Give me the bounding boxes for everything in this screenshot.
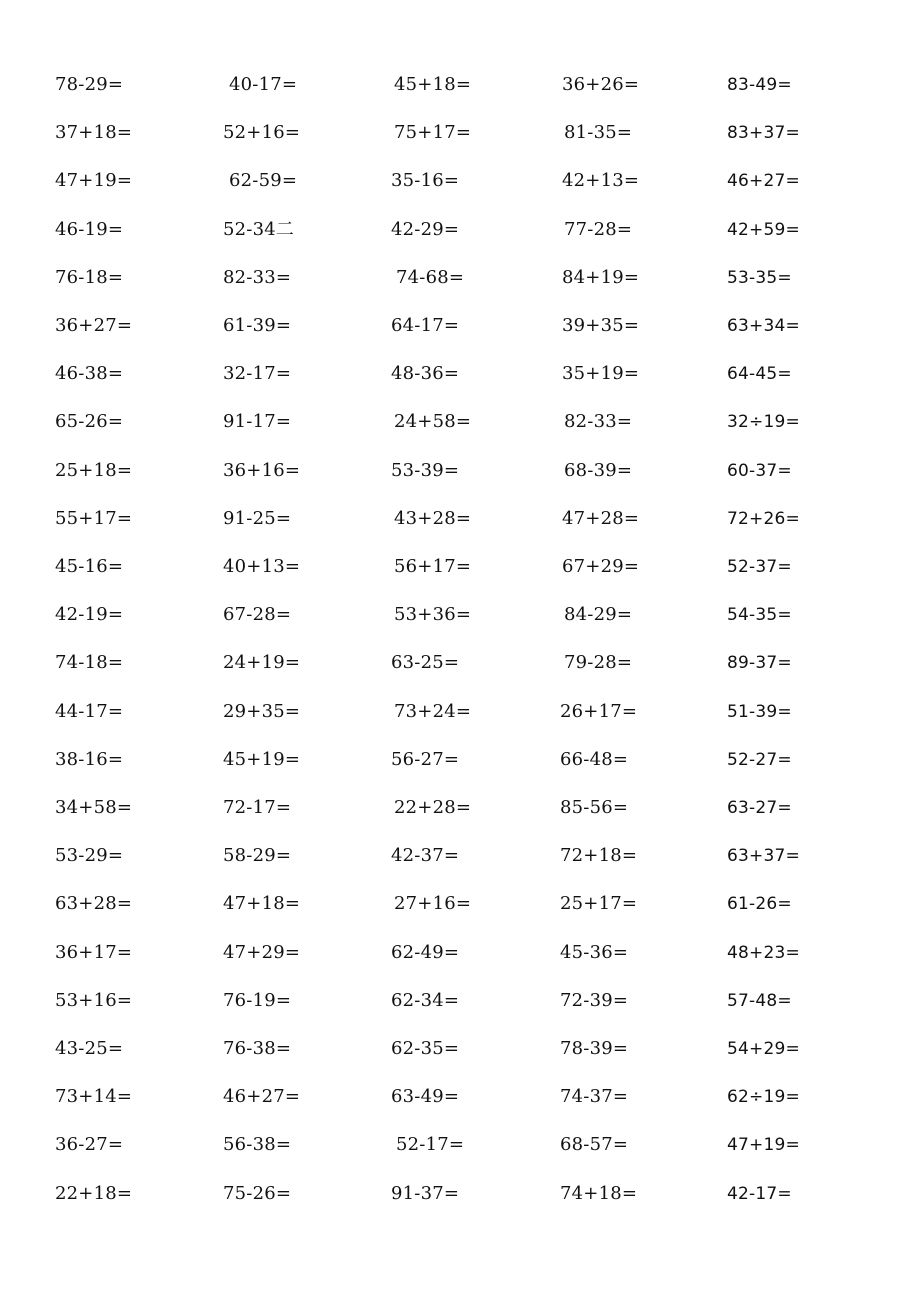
problem-cell: 45-16= <box>55 556 124 577</box>
problem-cell: 78-29= <box>55 74 124 95</box>
problem-cell: 45+19= <box>223 748 301 770</box>
problem-cell: 54-35= <box>727 605 792 626</box>
problem-cell: 40-17= <box>229 74 298 95</box>
problem-row <box>0 889 920 919</box>
problem-cell: 36-27= <box>55 1134 124 1156</box>
problem-cell: 42-37= <box>391 845 460 867</box>
problem-cell: 26+17= <box>560 700 638 722</box>
problem-cell: 53-29= <box>55 845 124 867</box>
problem-row <box>0 1034 920 1064</box>
problem-cell: 74-68= <box>396 266 465 288</box>
problem-cell: 34+58= <box>55 797 133 818</box>
problem-row <box>0 504 920 534</box>
problem-cell: 56-38= <box>223 1134 292 1156</box>
problem-cell: 52-37= <box>727 557 792 577</box>
problem-cell: 62-49= <box>391 941 460 963</box>
problem-row <box>0 118 920 148</box>
problem-cell: 52+16= <box>223 122 301 144</box>
problem-cell: 75-26= <box>223 1182 292 1204</box>
problem-cell: 46-38= <box>55 363 124 385</box>
problem-cell: 43+28= <box>394 507 472 529</box>
problem-cell: 44-17= <box>55 700 124 722</box>
problem-cell: 35+19= <box>562 363 640 385</box>
problem-cell: 74+18= <box>560 1182 638 1204</box>
problem-cell: 54+29= <box>727 1039 800 1059</box>
problem-cell: 91-17= <box>223 411 292 433</box>
problem-cell: 82-33= <box>564 411 633 433</box>
problem-row <box>0 1082 920 1112</box>
problem-row <box>0 986 920 1016</box>
problem-cell: 53-39= <box>391 459 460 481</box>
problem-cell: 55+17= <box>55 507 133 529</box>
problem-row <box>0 841 920 871</box>
problem-cell: 56-27= <box>391 748 460 770</box>
problem-cell: 72+18= <box>560 845 638 867</box>
problem-cell: 45-36= <box>560 941 629 963</box>
problem-cell: 63+28= <box>55 893 133 915</box>
problem-cell: 53-35= <box>727 267 792 288</box>
problem-cell: 76-19= <box>223 989 292 1011</box>
problem-cell: 74-37= <box>560 1086 629 1108</box>
problem-cell: 75+17= <box>394 122 472 144</box>
problem-cell: 24+19= <box>223 652 301 674</box>
problem-cell: 42-17= <box>727 1183 792 1204</box>
problem-cell: 78-39= <box>560 1038 629 1059</box>
problem-cell: 64-17= <box>391 315 460 336</box>
problem-row <box>0 70 920 100</box>
problem-cell: 48+23= <box>727 942 800 963</box>
problem-cell: 89-37= <box>727 653 792 674</box>
problem-cell: 66-48= <box>560 748 629 770</box>
problem-cell: 63+37= <box>727 846 800 867</box>
problem-cell: 81-35= <box>564 122 633 144</box>
problem-row <box>0 745 920 775</box>
problem-row <box>0 600 920 630</box>
problem-row <box>0 1179 920 1209</box>
problem-cell: 47+29= <box>223 941 301 963</box>
problem-cell: 82-33= <box>223 266 292 288</box>
problem-cell: 65-26= <box>55 411 124 433</box>
problem-cell: 37+18= <box>55 122 133 144</box>
problem-cell: 63-25= <box>391 652 460 674</box>
problem-row <box>0 311 920 341</box>
problem-cell: 64-45= <box>727 364 792 385</box>
problem-cell: 74-18= <box>55 652 124 674</box>
problem-cell: 61-39= <box>223 315 292 336</box>
problem-cell: 52-34二 <box>223 218 295 240</box>
problem-cell: 52-17= <box>396 1134 465 1156</box>
problem-cell: 42-29= <box>391 218 460 240</box>
problem-cell: 60-37= <box>727 460 792 481</box>
problem-cell: 62-35= <box>391 1038 460 1059</box>
problem-cell: 27+16= <box>394 893 472 915</box>
problem-cell: 52-27= <box>727 749 792 770</box>
problem-cell: 38-16= <box>55 748 124 770</box>
problem-cell: 22+18= <box>55 1182 133 1204</box>
problem-cell: 85-56= <box>560 797 629 818</box>
problem-cell: 77-28= <box>564 218 633 240</box>
problem-cell: 32÷19= <box>727 412 800 433</box>
problem-cell: 68-57= <box>560 1134 629 1156</box>
problem-row <box>0 456 920 486</box>
problem-cell: 62-34= <box>391 989 460 1011</box>
problem-cell: 57-48= <box>727 990 792 1011</box>
problem-row <box>0 938 920 968</box>
problem-cell: 42-19= <box>55 604 124 626</box>
problem-cell: 84-29= <box>564 604 633 626</box>
problem-cell: 48-36= <box>391 363 460 385</box>
problem-cell: 47+19= <box>55 170 133 192</box>
problem-cell: 72-39= <box>560 989 629 1011</box>
problem-cell: 63-49= <box>391 1086 460 1108</box>
problem-cell: 43-25= <box>55 1038 124 1059</box>
problem-cell: 53+36= <box>394 604 472 626</box>
problem-cell: 53+16= <box>55 989 133 1011</box>
problem-cell: 47+19= <box>727 1135 800 1156</box>
problem-cell: 39+35= <box>562 315 640 336</box>
problem-cell: 47+28= <box>562 507 640 529</box>
problem-cell: 42+13= <box>562 170 640 192</box>
problem-cell: 76-38= <box>223 1038 292 1059</box>
problem-cell: 79-28= <box>564 652 633 674</box>
problem-cell: 25+18= <box>55 459 133 481</box>
problem-cell: 63-27= <box>727 798 792 818</box>
problem-cell: 72+26= <box>727 508 800 529</box>
problem-cell: 45+18= <box>394 74 472 95</box>
problem-cell: 36+26= <box>562 74 640 95</box>
problem-cell: 36+16= <box>223 459 301 481</box>
problem-cell: 91-25= <box>223 507 292 529</box>
problem-cell: 68-39= <box>564 459 633 481</box>
problem-row <box>0 1130 920 1160</box>
problem-cell: 67-28= <box>223 604 292 626</box>
problem-row <box>0 359 920 389</box>
problem-row <box>0 648 920 678</box>
problem-cell: 67+29= <box>562 556 640 577</box>
problem-cell: 72-17= <box>223 797 292 818</box>
problem-cell: 84+19= <box>562 266 640 288</box>
problem-cell: 22+28= <box>394 797 472 818</box>
problem-cell: 42+59= <box>727 219 800 240</box>
problem-cell: 83+37= <box>727 123 800 144</box>
problem-cell: 36+17= <box>55 941 133 963</box>
problem-cell: 46+27= <box>223 1086 301 1108</box>
problem-cell: 62-59= <box>229 170 298 192</box>
problem-row <box>0 215 920 245</box>
problem-row <box>0 697 920 727</box>
problem-row <box>0 166 920 196</box>
problem-cell: 83-49= <box>727 75 792 95</box>
problem-cell: 61-26= <box>727 894 792 915</box>
problem-cell: 73+14= <box>55 1086 133 1108</box>
problem-row <box>0 263 920 293</box>
problem-cell: 51-39= <box>727 701 792 722</box>
problem-cell: 56+17= <box>394 556 472 577</box>
problem-cell: 62÷19= <box>727 1087 800 1108</box>
problem-cell: 46-19= <box>55 218 124 240</box>
problem-cell: 29+35= <box>223 700 301 722</box>
problem-cell: 91-37= <box>391 1182 460 1204</box>
problem-row <box>0 407 920 437</box>
problem-cell: 76-18= <box>55 266 124 288</box>
problem-cell: 32-17= <box>223 363 292 385</box>
problem-cell: 35-16= <box>391 170 460 192</box>
problem-cell: 73+24= <box>394 700 472 722</box>
problem-cell: 24+58= <box>394 411 472 433</box>
problem-cell: 25+17= <box>560 893 638 915</box>
problem-cell: 47+18= <box>223 893 301 915</box>
problem-cell: 40+13= <box>223 556 301 577</box>
problem-cell: 63+34= <box>727 316 800 336</box>
problem-cell: 36+27= <box>55 315 133 336</box>
problem-cell: 46+27= <box>727 171 800 192</box>
problem-cell: 58-29= <box>223 845 292 867</box>
problem-row <box>0 793 920 823</box>
problem-row <box>0 552 920 582</box>
